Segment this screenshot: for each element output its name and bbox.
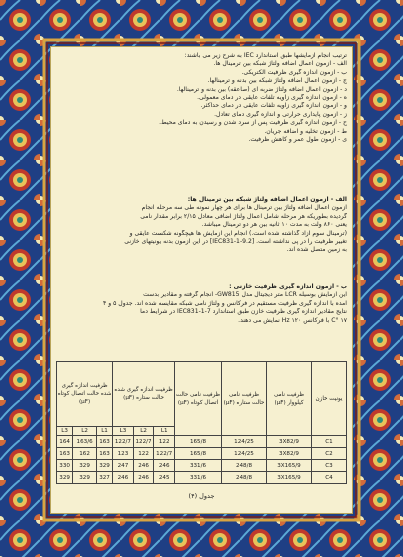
section-a-line: (ترمینال سوم آزاد گذاشته شده است.) انجام این آزمایش ها هیچگونه شکست عایقی و	[129, 229, 347, 237]
sub-l3: L3	[113, 427, 134, 436]
section-a-line: گردیده بطوریکه هر مرحله شامل اعمال ولتاژ اضافی معادل ۲/۱۵ برابر مقدار نامی	[140, 212, 347, 220]
section-b-line: C° ۱۷ با فرکانس Hz ۱۲۰ نمایش می دهند.	[238, 316, 347, 324]
section-a-line: به زمین متصل شده اند.	[286, 246, 347, 254]
section-a-line: تغییر ظرفیت را در پی نداشته است. [9.2-1-IEC831] در این آزمون بدنه یونیتهای خازنی	[124, 238, 347, 246]
intro-line: ج - آزمون اعمال اضافه ولتاژ شبکه بین بدنه و ترمینالها.	[207, 77, 347, 85]
sub-l1: L1	[154, 427, 175, 436]
cell-measured: 163	[96, 448, 112, 460]
sub-l3: L3	[57, 427, 73, 436]
intro-line: ه - آزمون اندازه گیری زاویه تلفات عایقی در دمای معمولی.	[197, 94, 347, 102]
cell-measured: 246	[133, 472, 154, 484]
cell-kvar: 3X165/9	[267, 472, 312, 484]
cell-short: 165/8	[175, 436, 222, 448]
table-caption: جدول (۴)	[188, 492, 215, 500]
intro-line: الف - آزمون اعمال اضافه ولتاژ شبکه بین ترمینال ها.	[213, 60, 347, 68]
cell-measured: 247	[113, 460, 134, 472]
intro-line: و - آزمون اندازه گیری زاویه تلفات عایقی در دمای حداکثر.	[200, 102, 347, 110]
cell-measured: 327	[96, 472, 112, 484]
cell-unit: C3	[312, 460, 347, 472]
cell-star: 124/25	[222, 436, 267, 448]
table-header-row	[57, 362, 347, 427]
table-row	[57, 436, 347, 448]
cell-star: 248/8	[222, 460, 267, 472]
col-measured-short: ظرفیت اندازه گیری شده حالت اتصال کوتاه (μF)	[57, 362, 113, 427]
cell-short: 331/6	[175, 460, 222, 472]
cell-measured: 246	[113, 472, 134, 484]
cell-measured: 163	[57, 448, 73, 460]
intro-line: ط - آزمون تخلیه و اضافه جریان.	[264, 127, 347, 135]
intro-line: ترتیب انجام آزمایشها طبق استاندارد IEC به شرح زیر می باشند:	[184, 52, 347, 59]
cell-measured: 122/7	[133, 436, 154, 448]
col-rated-kvar: ظرفیت نامی کیلووار (μF)	[267, 362, 312, 436]
cell-measured: 329	[57, 472, 73, 484]
col-unit: یونیت خازن	[312, 362, 347, 436]
table-row	[57, 460, 347, 472]
cell-measured: 329	[73, 460, 97, 472]
cell-measured: 330	[57, 460, 73, 472]
sub-l1: L1	[96, 427, 112, 436]
section-b-line: آمده با اندازه گیری ظرفیت مستقیم در فرکانس و ولتاژ نامی شبکه مقایسه شده اند. جدول ۵ و ۴	[102, 299, 347, 307]
cell-unit: C1	[312, 436, 347, 448]
intro-line: د - آزمون اعمال اضافه ولتاژ ضربه ای (صاعقه) بین بدنه و ترمینالها.	[176, 85, 347, 93]
cell-measured: 246	[133, 460, 154, 472]
cell-measured: 123	[113, 448, 134, 460]
cell-measured: 329	[73, 472, 97, 484]
section-a-line: یعنی ۸۶۰ ولت به مدت ۱۰ ثانیه بین هر دو ترمینال میباشد.	[201, 221, 347, 229]
section-b-heading: ب - آزمون اندازه گیری ظرفیت خازنی :	[229, 283, 347, 290]
cell-measured: 163/6	[73, 436, 97, 448]
section-b-line: این آزمایش بوسیله LCR متر دیجیتال مدل GW815- انجام گرفته و مقادیر بدست	[143, 291, 347, 299]
cell-unit: C4	[312, 472, 347, 484]
table-row	[57, 472, 347, 484]
sub-l2: L2	[133, 427, 154, 436]
col-rated-short: ظرفیت نامی حالت اتصال کوتاه (μF)	[175, 362, 222, 436]
section-a-heading: الف - آزمون اعمال اضافه ولتاژ شبکه بین ترمینال ها:	[187, 196, 347, 203]
col-rated-star: ظرفیت نامی حالت ستاره (μF)	[222, 362, 267, 436]
intro-line: ب - آزمون اندازه گیری ظرفیت الکتریکی.	[241, 68, 347, 76]
cell-measured: 122	[154, 436, 175, 448]
cell-short: 331/6	[175, 472, 222, 484]
intro-line: ح - آزمون اندازه گیری ظرفیت پس از سرد شدن و رسیدن به دمای محیط.	[159, 119, 347, 127]
document-page	[50, 46, 353, 514]
cell-kvar: 3X82/9	[267, 436, 312, 448]
cell-measured: 245	[154, 472, 175, 484]
col-measured-star: ظرفیت اندازه گیری شده حالت ستاره (μF)	[113, 362, 175, 427]
cell-measured: 246	[154, 460, 175, 472]
cell-kvar: 3X165/9	[267, 460, 312, 472]
section-b-line: نتایج مقادیر اندازه گیری ظرفیت خازن طبق استاندارد IEC831-1-7 در شرایط دما	[140, 308, 347, 316]
cell-measured: 163	[96, 436, 112, 448]
section-a-line: آزمون اعمال اضافه ولتاژ بین ترمینال ها برای هر چهار نمونه طی سه مرحله انجام	[141, 204, 347, 212]
cell-measured: 329	[96, 460, 112, 472]
cell-measured: 164	[57, 436, 73, 448]
cell-star: 124/25	[222, 448, 267, 460]
cell-unit: C2	[312, 448, 347, 460]
cell-measured: 122/7	[113, 436, 134, 448]
cell-measured: 122	[133, 448, 154, 460]
section-b	[50, 283, 353, 325]
intro-list	[50, 52, 353, 144]
cell-star: 248/8	[222, 472, 267, 484]
cell-kvar: 3X82/9	[267, 448, 312, 460]
table-row	[57, 448, 347, 460]
intro-line: ی - آزمون طول عمر و کاهش ظرفیت.	[248, 136, 347, 144]
cell-short: 165/8	[175, 448, 222, 460]
sub-l2: L2	[73, 427, 97, 436]
cell-measured: 162	[73, 448, 97, 460]
intro-line: ز - آزمون پایداری حرارتی و اندازه گیری دمای تعادل.	[214, 110, 347, 118]
cell-measured: 122/7	[154, 448, 175, 460]
capacitance-table	[56, 361, 347, 484]
section-a	[50, 196, 353, 255]
